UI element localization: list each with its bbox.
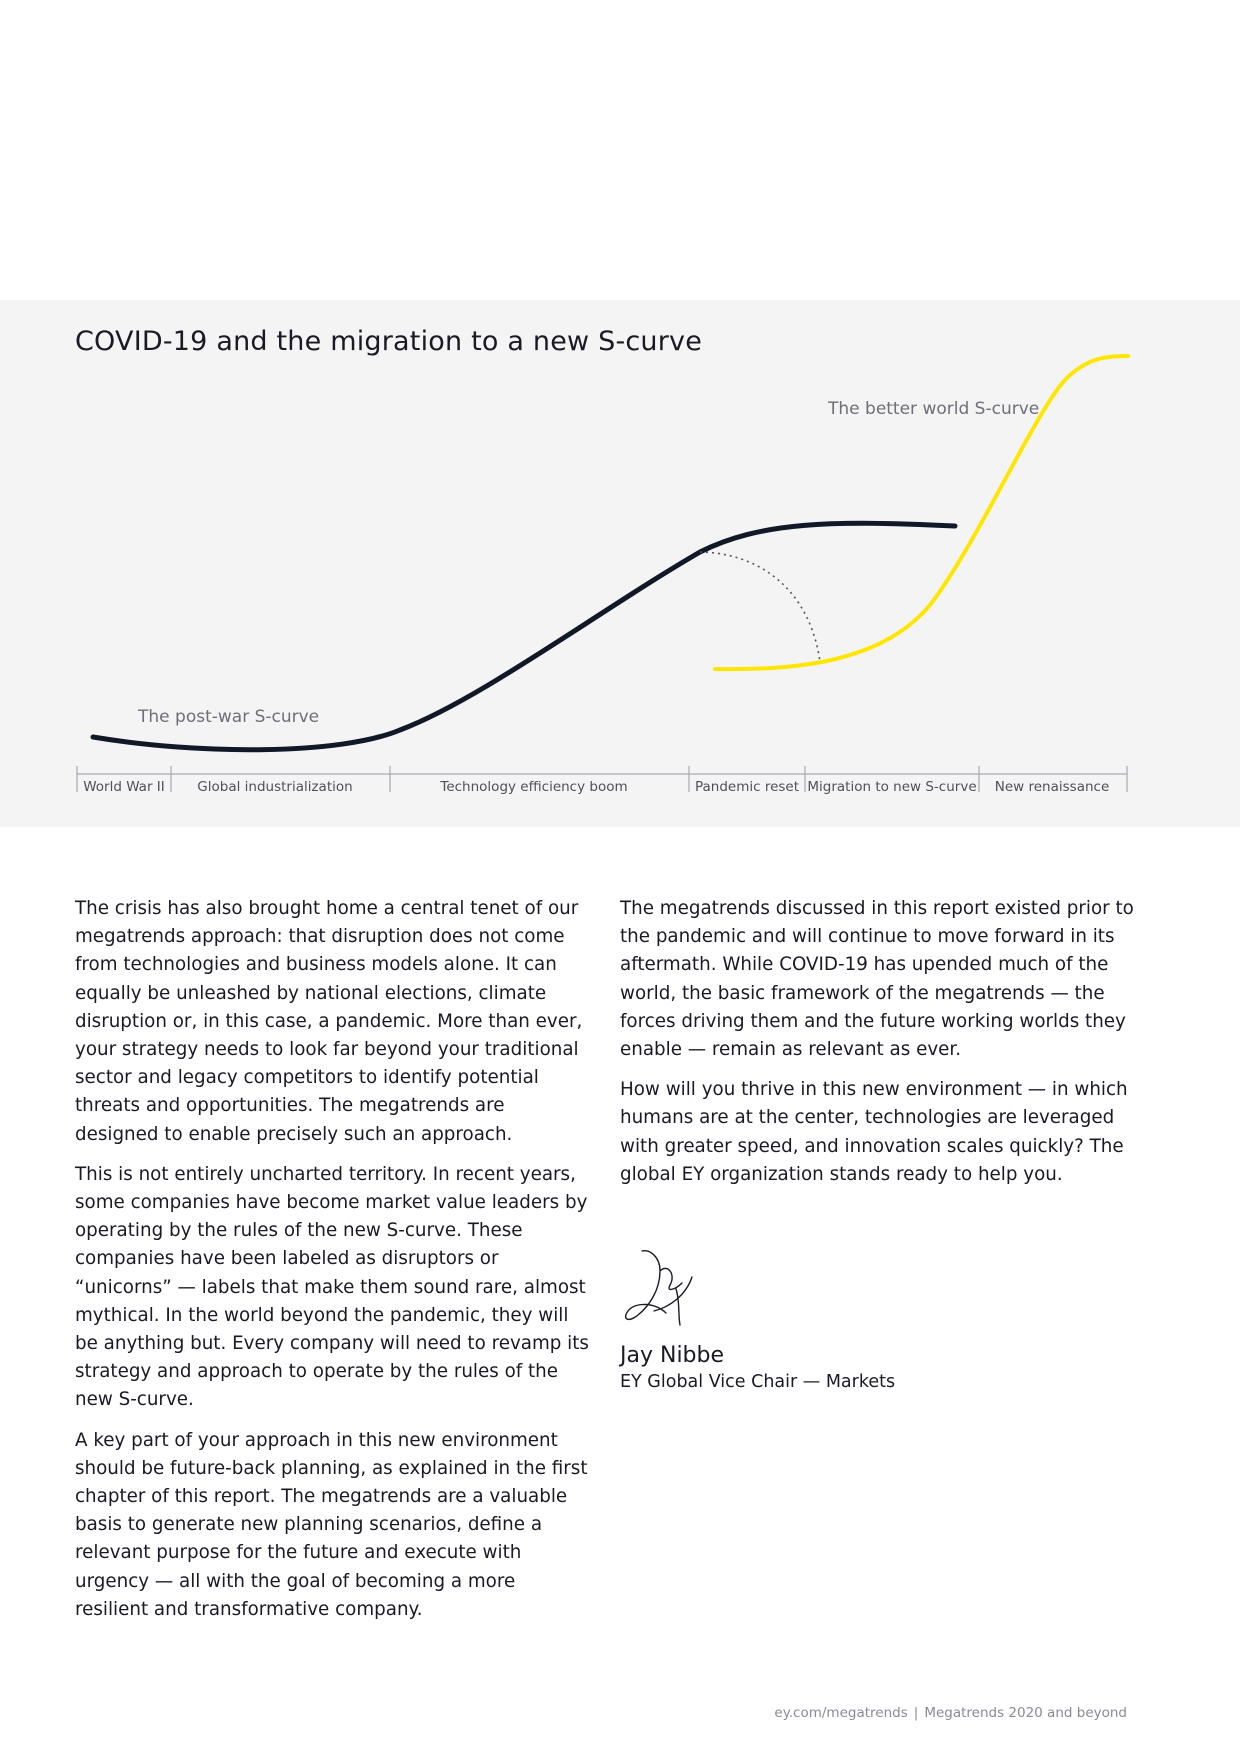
signatory-title: EY Global Vice Chair — Markets xyxy=(620,1372,896,1392)
body-paragraph: This is not entirely uncharted territory. In recent years, some companies have become market value leaders by operating by the rules of the new S-curve. These companies have been labeled as disruptors or “unicorns” — labels that make them sound rare, almost mythical. In the world beyond the pandemic, they will be anything but. Every company will need to revamp its strategy and approach to operate by the rules of the new S-curve. xyxy=(75,1163,589,1411)
period-label-global-industrialization: Global industrialization xyxy=(197,779,353,795)
period-label-world-war-ii: World War II xyxy=(83,779,165,795)
footer-separator: | xyxy=(913,1705,919,1721)
page-footer xyxy=(774,1705,1127,1721)
body-paragraph: The crisis has also brought home a central tenet of our megatrends approach: that disruption does not come from technologies and business models alone. It can equally be unleashed by national elections, climate disruption or, in this case, a pandemic. More than ever, your strategy needs to look far beyond your traditional sector and legacy competitors to identify potential threats and opportunities. The megatrends are designed to enable precisely such an approach. xyxy=(75,898,583,1145)
left-column xyxy=(75,895,590,1636)
footer-url[interactable]: ey.com/megatrends xyxy=(774,1705,908,1721)
post-war-curve-label: The post-war S-curve xyxy=(138,707,320,727)
better-world-curve-label: The better world S-curve xyxy=(828,399,1040,419)
migration-dotted-path xyxy=(700,552,820,662)
right-column xyxy=(620,895,1135,1201)
chart-title: COVID-19 and the migration to a new S-curve xyxy=(75,326,703,357)
s-curve-chart xyxy=(0,300,1240,827)
period-label-migration: Migration to new S-curve xyxy=(807,779,977,795)
footer-publication: Megatrends 2020 and beyond xyxy=(924,1705,1127,1721)
body-paragraph: A key part of your approach in this new environment should be future-back planning, as explained in the first chapter of this report. The megatrends are a valuable basis to generate new planning scenarios, define a relevant purpose for the future and execute with urgency — all with the goal of becoming a more resilient and transformative company. xyxy=(75,1429,588,1620)
period-label-pandemic-reset: Pandemic reset xyxy=(694,779,800,795)
handwritten-signature xyxy=(620,1245,700,1335)
body-paragraph: How will you thrive in this new environment — in which humans are at the center, technologies are leveraged with greater speed, and innovation scales quickly? The global EY organization stands ready to help you. xyxy=(620,1079,1128,1185)
period-label-new-renaissance: New renaissance xyxy=(994,779,1110,795)
signatory-name: Jay Nibbe xyxy=(620,1343,725,1368)
body-paragraph: The megatrends discussed in this report existed prior to the pandemic and will continue to move forward in its aftermath. While COVID-19 has upended much of the world, the basic framework of the megatrends — the forces driving them and the future working worlds they enable — remain as relevant as ever. xyxy=(620,898,1134,1061)
period-label-technology-efficiency-boom: Technology efficiency boom xyxy=(440,779,628,795)
